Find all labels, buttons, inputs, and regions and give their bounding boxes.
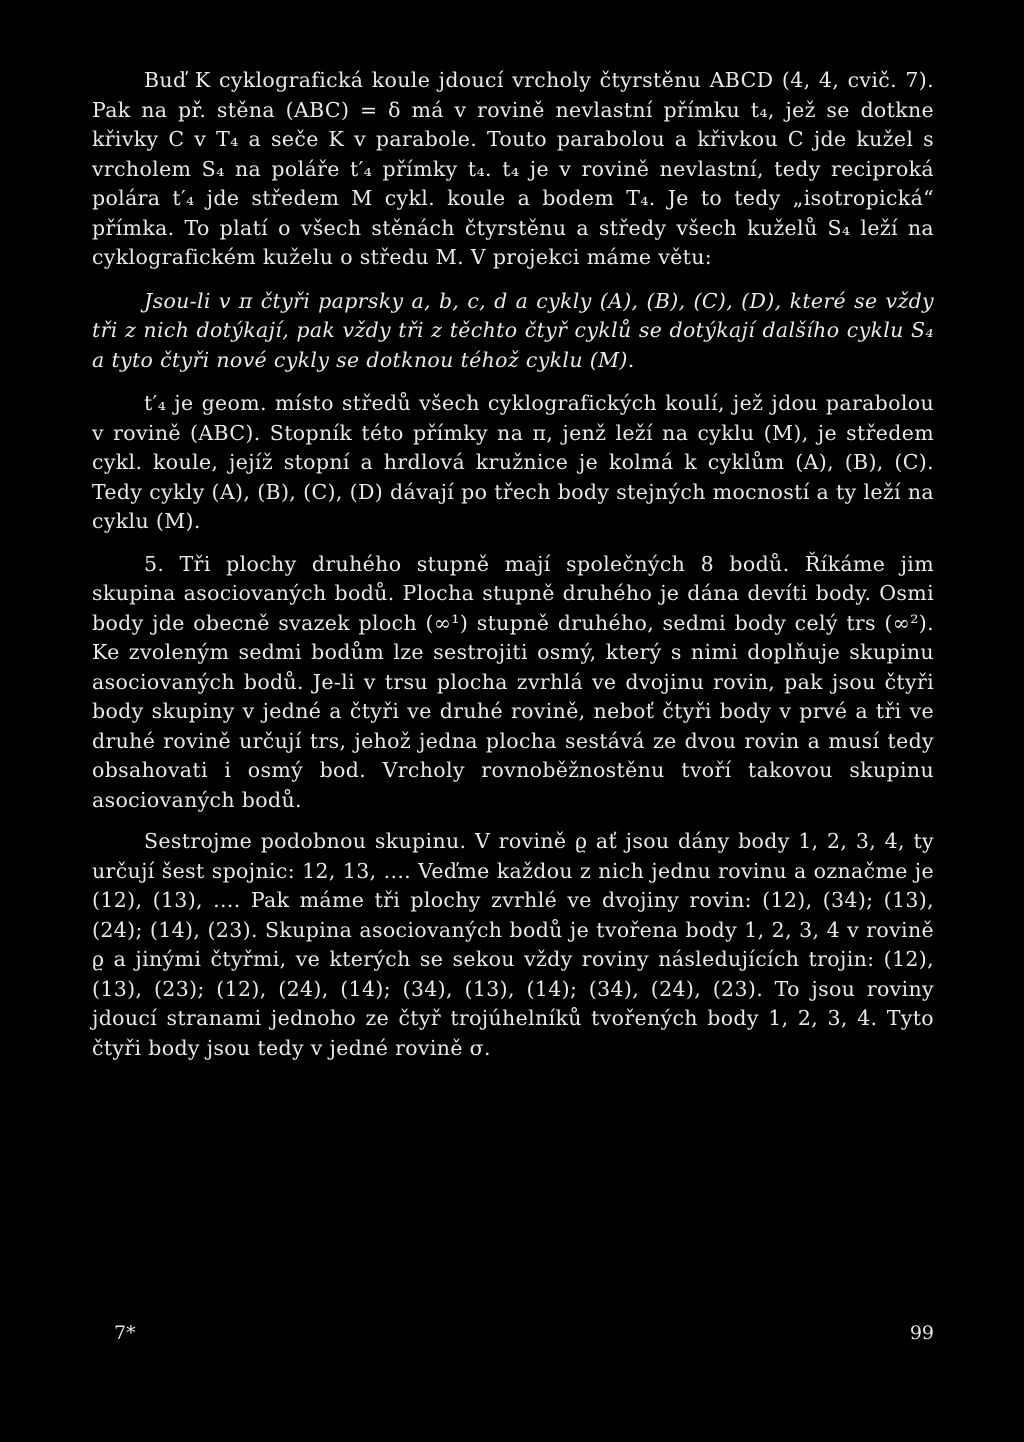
theorem-cycles xyxy=(92,287,934,376)
theorem-text: Jsou-li v π čtyři paprsky a, b, c, d a cykly (A), (B), (C), (D), které se vždy tři z nich dotýkají, pak vždy tři z těchto čtyř cyklů se dotýkají dalšího cyklu S₄ a tyto čtyři nové cykly se dotknou téhož cyklu (M). xyxy=(92,288,934,372)
page-body xyxy=(92,66,934,1063)
paragraph-associated-points: 5. Tři plochy druhého stupně mají společných 8 bodů. Říkáme jim skupina asociovaných bodů. Plocha stupně druhého je dána devíti body. Osmi body jde obecně svazek ploch (∞¹) stupně druhého, sedmi body celý trs (∞²). Ke zvoleným sedmi bodům lze sestrojiti osmý, který s nimi doplňuje skupinu asociovaných bodů. Je-li v trsu plocha zvrhlá ve dvojinu rovin, pak jsou čtyři body skupiny v jedné a čtyři ve druhé rovině, neboť čtyři body v prvé a tři ve druhé rovině určují trs, jehož jedna plocha sestává ze dvou rovin a musí tedy obsahovati i osmý bod. Vrcholy rovnoběžnostěnu tvoří takovou skupinu asociovaných bodů. xyxy=(92,551,934,812)
paragraph-locus: t′₄ je geom. místo středů všech cyklografických koulí, jež jdou parabolou v rovině (ABC). Stopník této přímky na π, jenž leží na cyklu (M), je středem cykl. koule, jejíž stopní a hrdlová kružnice je kolmá k cyklům (A), (B), (C). Tedy cykly (A), (B), (C), (D) dávají po třech body stejných mocností a ty leží na cyklu (M). xyxy=(92,391,934,533)
page-number: 99 xyxy=(909,1322,934,1344)
paragraph-cyclographic-sphere: Buď K cyklografická koule jdoucí vrcholy čtyrstěnu ABCD (4, 4, cvič. 7). Pak na př. stěna (ABC) = δ má v rovině nevlastní přímku t₄, jež se dotkne křivky C v T₄ a seče K v parabole. Touto parabolou a křivkou C jde kužel s vrcholem S₄ na poláře t′₄ přímky t₄. t₄ je v rovině nevlastní, tedy reciproká polára t′₄ jde středem M cykl. koule a bodem T₄. Je to tedy „isotropická“ přímka. To platí o všech stěnách čtyrstěnu a středy všech kuželů S₄ leží na cyklografickém kuželu o středu M. V projekci máme větu: xyxy=(92,68,934,269)
signature-mark: 7* xyxy=(114,1322,136,1344)
paragraph-construction: Sestrojme podobnou skupinu. V rovině ϱ ať jsou dány body 1, 2, 3, 4, ty určují šest spojnic: 12, 13, .... Veďme každou z nich jednu rovinu a označme je (12), (13), .... Pak máme tři plochy zvrhlé ve dvojiny rovin: (12), (34); (13), (24); (14), (23). Skupina asociovaných bodů je tvořena body 1, 2, 3, 4 v rovině ϱ a jinými čtyřmi, ve kterých se sekou vždy roviny následujících trojin: (12), (13), (23); (12), (24), (14); (34), (13), (14); (34), (24), (23). To jsou roviny jdoucí stranami jednoho ze čtyř trojúhelníků tvořených body 1, 2, 3, 4. Tyto čtyři body jsou tedy v jedné rovině σ. xyxy=(92,829,934,1060)
